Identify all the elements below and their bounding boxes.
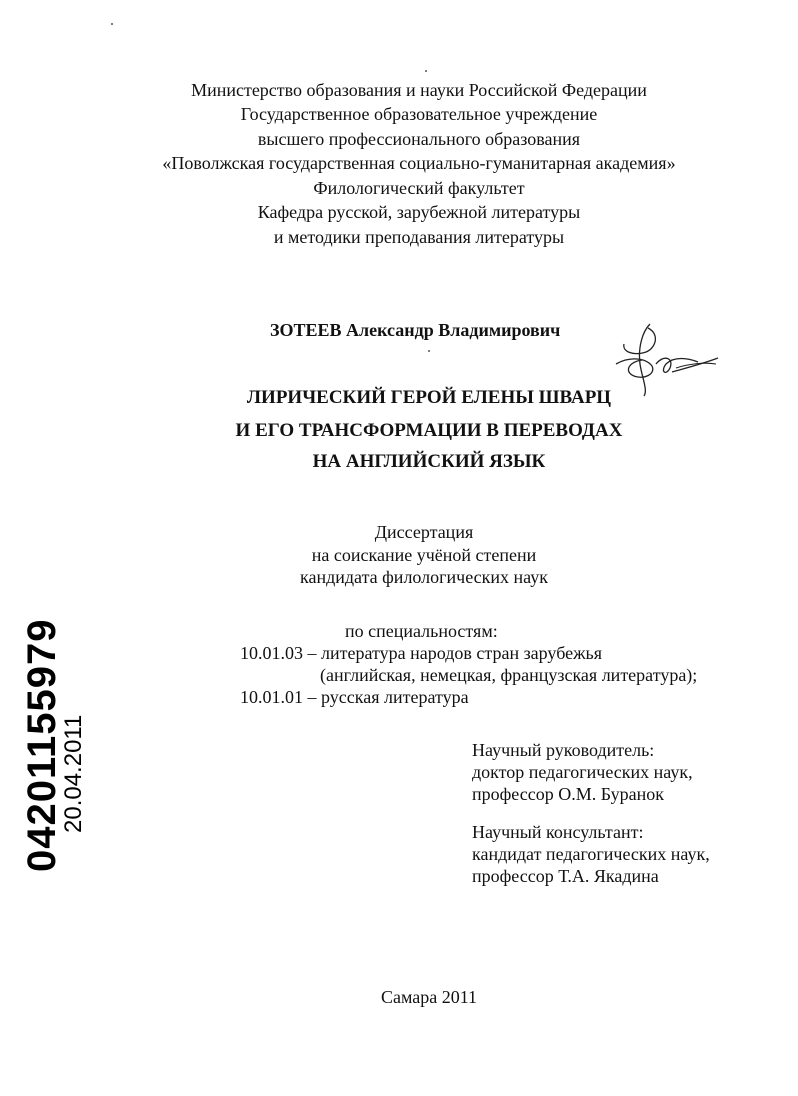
author-name: ЗОТЕЕВ Александр Владимирович (270, 320, 561, 340)
scan-speck (111, 23, 113, 25)
degree-line-3: кандидата филологических наук (300, 567, 548, 587)
city-year: Самара 2011 (380, 987, 478, 1007)
library-stamp-date: 20.04.2011 (60, 714, 87, 833)
title-line-2: И ЕГО ТРАНСФОРМАЦИИ В ПЕРЕВОДАХ (235, 420, 623, 441)
institution-type-line: Государственное образовательное учреждение (240, 104, 598, 124)
department-line-2: и методики преподавания литературы (273, 227, 565, 247)
supervisor-role: Научный руководитель: (472, 740, 655, 760)
specialty-2: 10.01.01 – русская литература (240, 687, 469, 707)
specialties-heading: по специальностям: (345, 621, 498, 641)
consultant-role: Научный консультант: (472, 822, 644, 842)
scan-speck (425, 70, 427, 72)
faculty-line: Филологический факультет (313, 178, 525, 198)
library-stamp-number: 04201155979 (20, 618, 64, 872)
education-level-line: высшего профессионального образования (257, 129, 581, 149)
academy-line: «Поволжская государственная социально-гуманитарная академия» (162, 153, 676, 173)
consultant-degree: кандидат педагогических наук, (472, 844, 710, 864)
specialty-1-detail: (английская, немецкая, французская литература); (320, 665, 698, 685)
degree-line-1: Диссертация (374, 522, 474, 542)
title-line-3: НА АНГЛИЙСКИЙ ЯЗЫК (312, 451, 546, 472)
title-line-1: ЛИРИЧЕСКИЙ ГЕРОЙ ЕЛЕНЫ ШВАРЦ (246, 387, 612, 408)
degree-line-2: на соискание учёной степени (311, 545, 537, 565)
supervisor-degree: доктор педагогических наук, (472, 762, 693, 782)
ministry-line: Министерство образования и науки Российской Федерации (191, 80, 647, 100)
specialty-1: 10.01.03 – литература народов стран зарубежья (240, 643, 603, 663)
department-line-1: Кафедра русской, зарубежной литературы (257, 202, 581, 222)
supervisor-name: профессор О.М. Буранок (472, 784, 664, 804)
scan-speck (428, 350, 430, 352)
consultant-name: профессор Т.А. Якадина (472, 866, 659, 886)
